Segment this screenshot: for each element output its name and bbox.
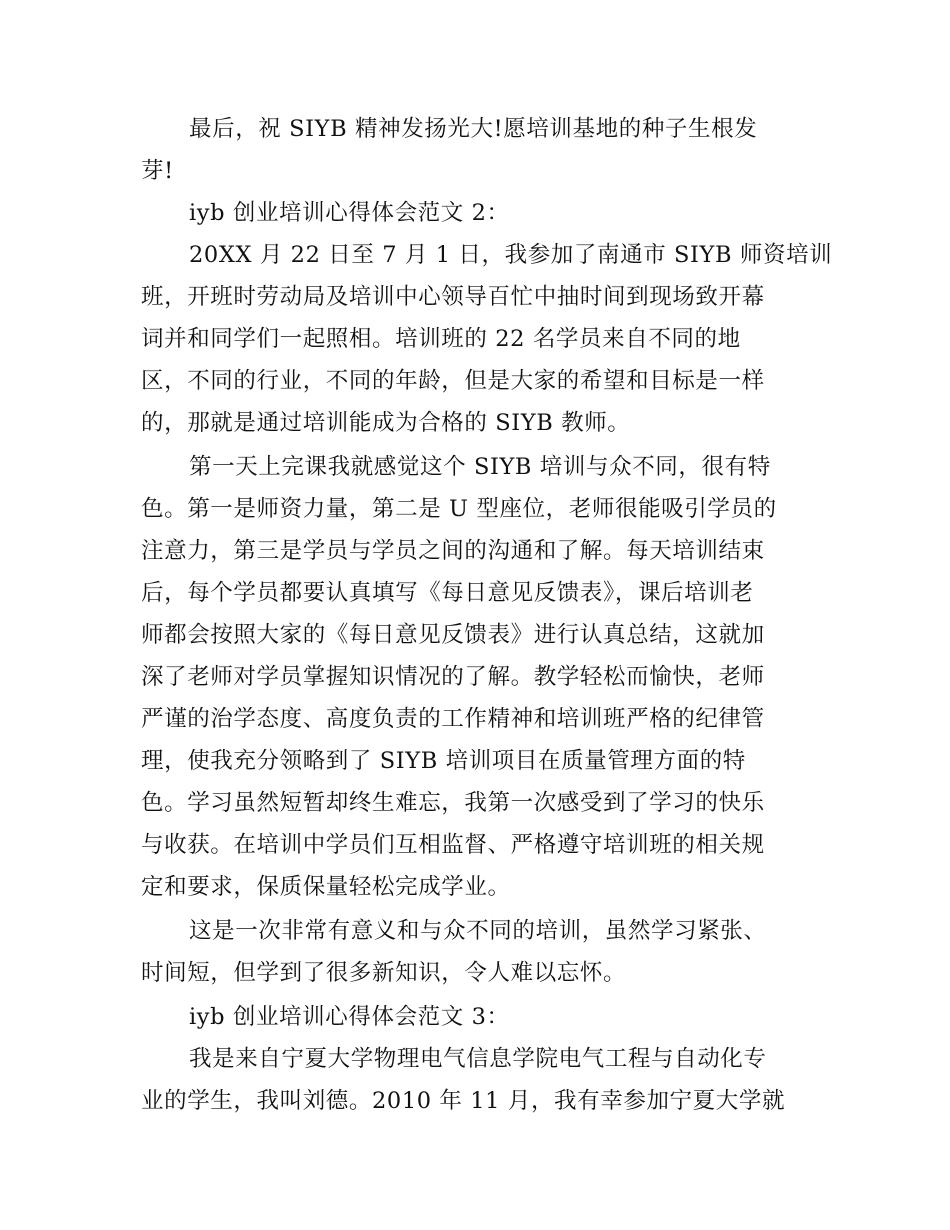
text-line: 区，不同的行业，不同的年龄，但是大家的希望和目标是一样: [141, 368, 765, 394]
text-line: 色。学习虽然短暂却终生难忘，我第一次感受到了学习的快乐: [141, 790, 765, 816]
text-line: 深了老师对学员掌握知识情况的了解。教学轻松而愉快，老师: [141, 664, 765, 690]
text-line: 严谨的治学态度、高度负责的工作精神和培训班严格的纪律管: [141, 706, 765, 732]
text-line: 定和要求，保质保量轻松完成学业。: [141, 874, 511, 900]
text-line: 业的学生，我叫刘德。2010 年 11 月，我有幸参加宁夏大学就: [141, 1088, 786, 1114]
text-line: 这是一次非常有意义和与众不同的培训，虽然学习紧张、: [189, 918, 767, 944]
text-line: 时间短，但学到了很多新知识，令人难以忘怀。: [141, 960, 627, 986]
text-line: 后，每个学员都要认真填写《每日意见反馈表》，课后培训老: [141, 580, 754, 606]
text-line: 我是来自宁夏大学物理电气信息学院电气工程与自动化专: [189, 1046, 767, 1072]
text-line: 与收获。在培训中学员们互相监督、严格遵守培训班的相关规: [141, 832, 765, 858]
section-heading: iyb 创业培训心得体会范文 2：: [189, 200, 510, 226]
text-line: 20XX 月 22 日至 7 月 1 日，我参加了南通市 SIYB 师资培训: [189, 242, 833, 268]
text-line: 理，使我充分领略到了 SIYB 培训项目在质量管理方面的特: [141, 748, 746, 774]
text-line: 色。第一是师资力量，第二是 U 型座位，老师很能吸引学员的: [141, 496, 777, 522]
text-line: 最后，祝 SIYB 精神发扬光大!愿培训基地的种子生根发: [189, 116, 758, 142]
text-line: 的，那就是通过培训能成为合格的 SIYB 教师。: [141, 410, 631, 436]
text-line: 芽!: [141, 158, 174, 184]
text-line: 班，开班时劳动局及培训中心领导百忙中抽时间到现场致开幕: [141, 284, 765, 310]
text-line: 第一天上完课我就感觉这个 SIYB 培训与众不同，很有特: [189, 454, 771, 480]
section-heading: iyb 创业培训心得体会范文 3：: [189, 1004, 510, 1030]
text-line: 注意力，第三是学员与学员之间的沟通和了解。每天培训结束: [141, 538, 765, 564]
text-line: 词并和同学们一起照相。培训班的 22 名学员来自不同的地: [141, 326, 741, 352]
text-line: 师都会按照大家的《每日意见反馈表》进行认真总结，这就加: [141, 622, 765, 648]
